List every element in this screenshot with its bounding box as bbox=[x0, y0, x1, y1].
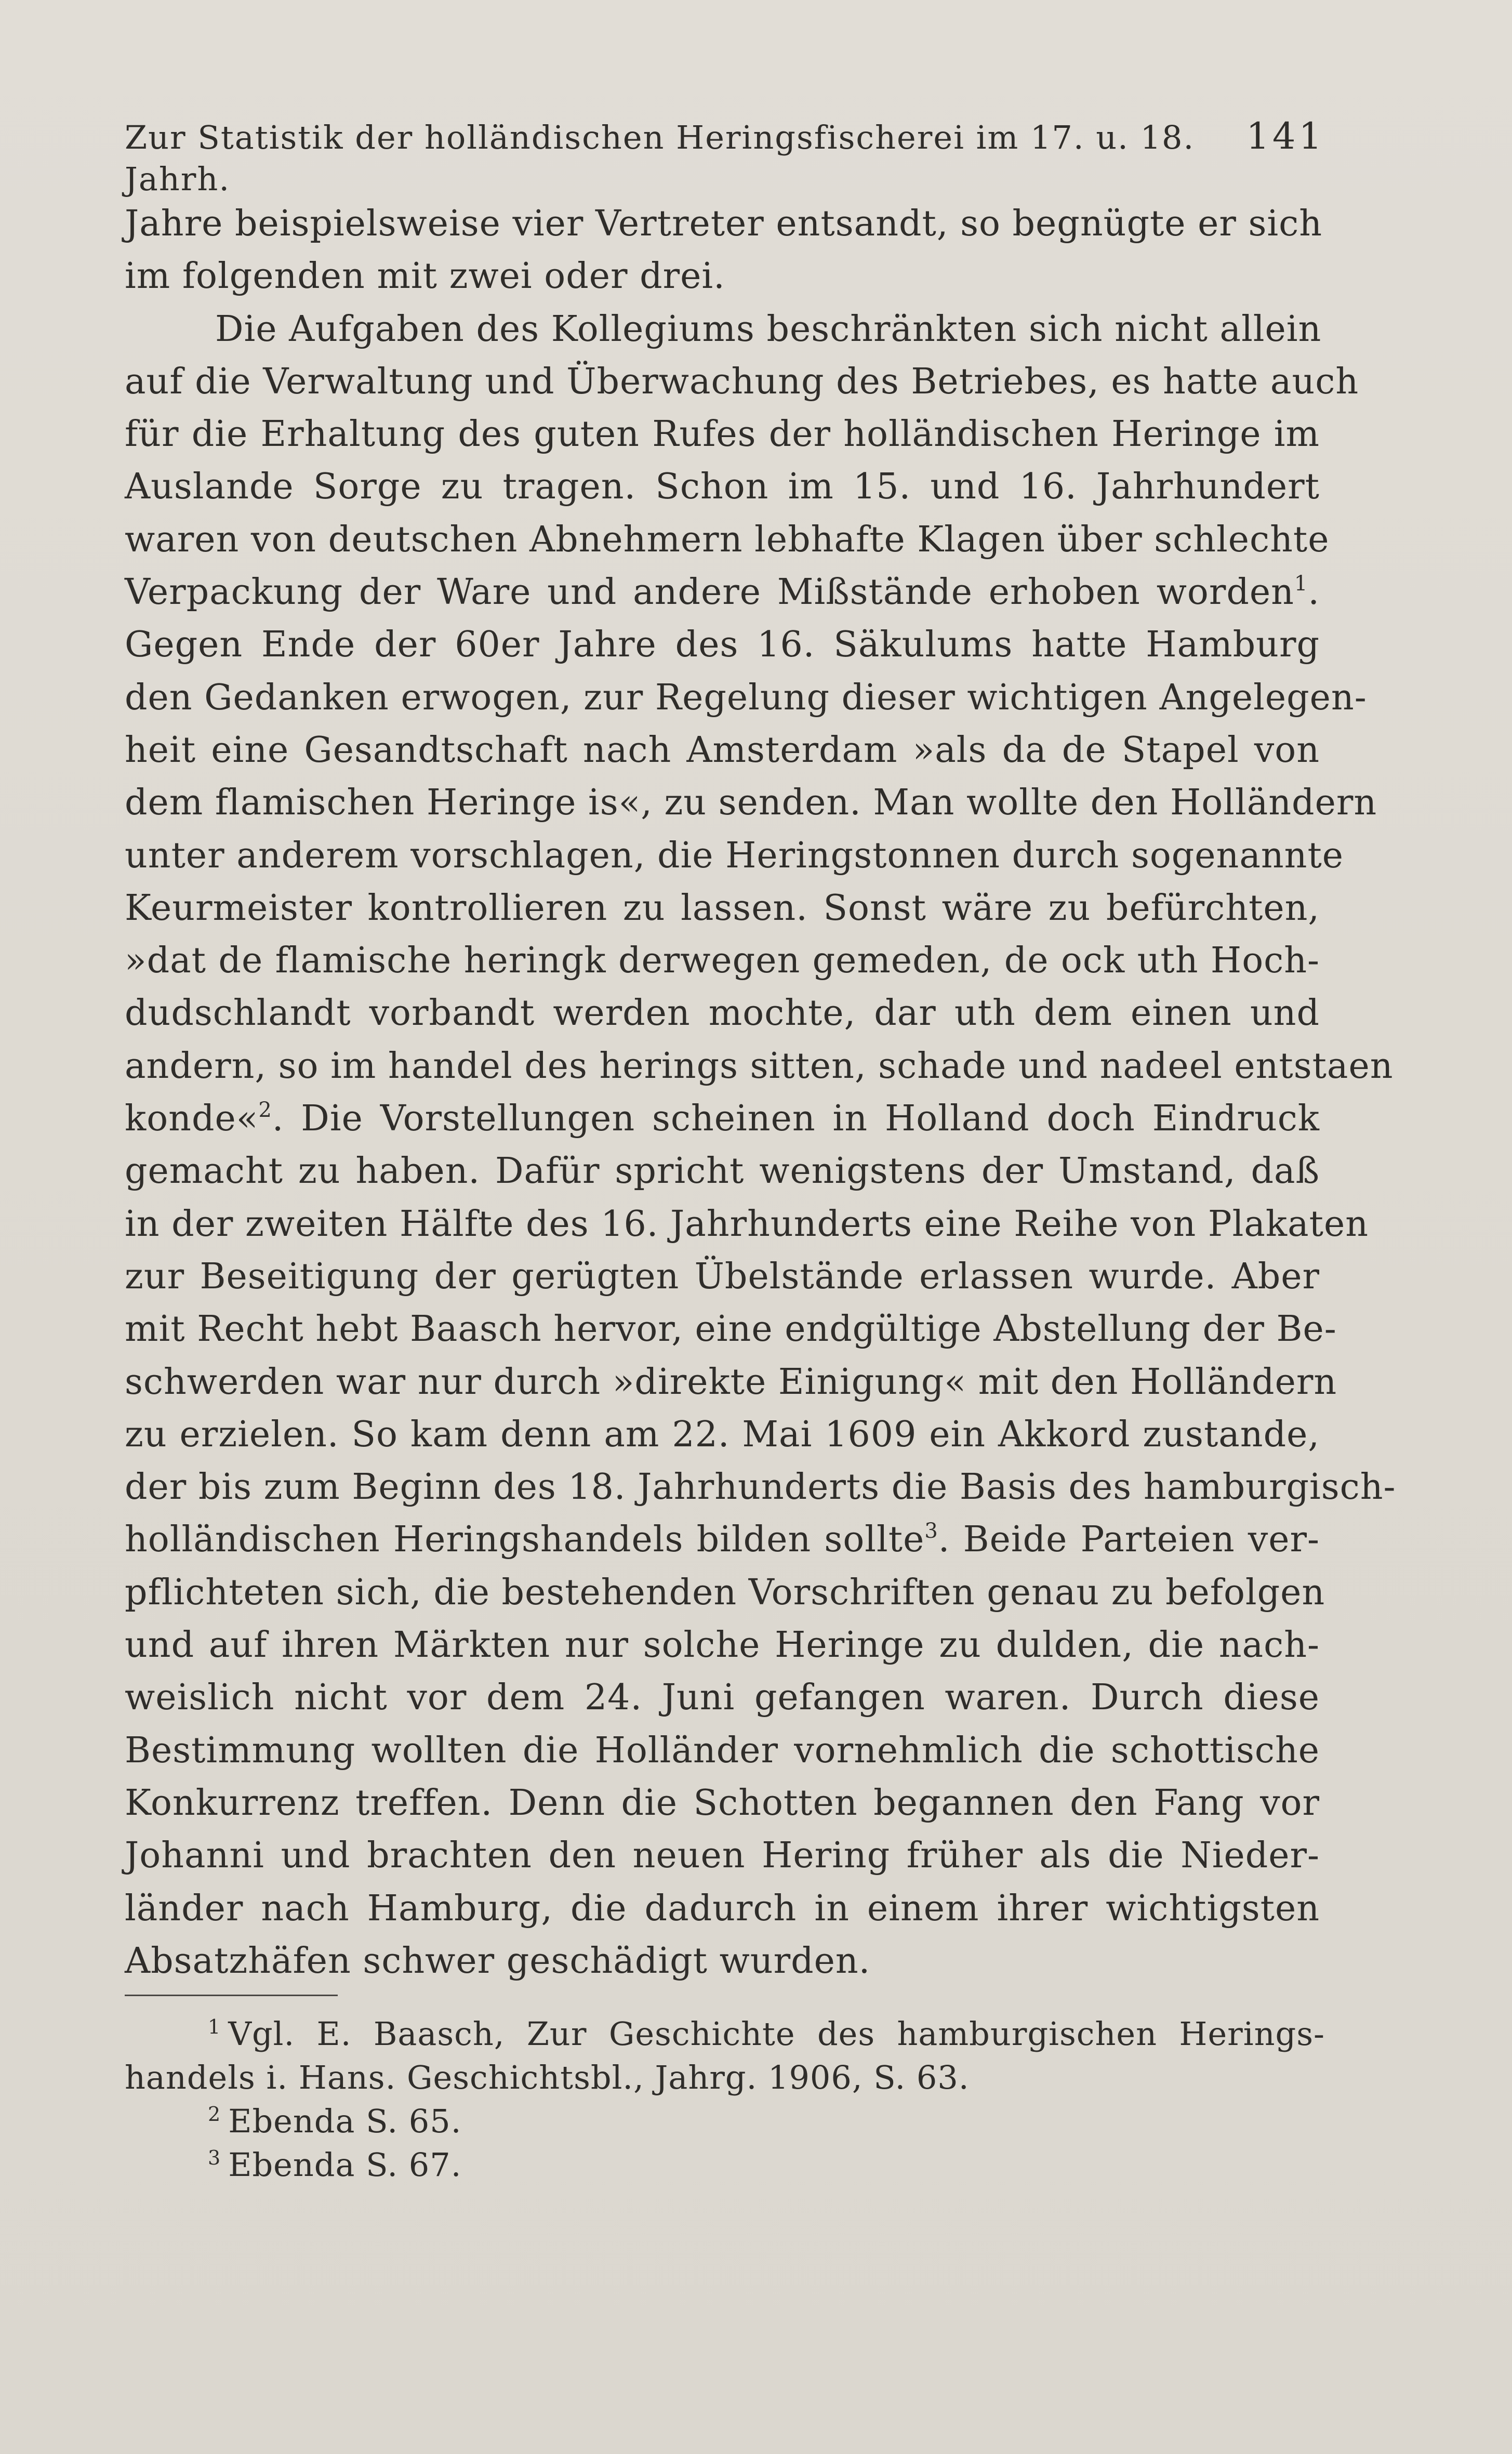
text-line: mit Recht hebt Baasch hervor, eine endgültige Abstellung der Be- bbox=[125, 1309, 1337, 1350]
footnote-1-continued: handels i. Hans. Geschichtsbl., Jahrg. 1906, S. 63. bbox=[125, 2059, 970, 2096]
text-line: andern, so im handel des herings sitten, schade und nadeel entstaen bbox=[125, 1045, 1394, 1087]
text-line: zur Beseitigung der gerügten Übelstände erlassen wurde. Aber bbox=[125, 1256, 1320, 1297]
footnote-2 bbox=[125, 2100, 1325, 2143]
text-line-with-note: konde«$^2$. Die Vorstellungen scheinen in Holland doch Eindruck bbox=[125, 1098, 1320, 1140]
text-line: für die Erhaltung des guten Rufes der holländischen Heringe im bbox=[125, 414, 1320, 455]
text-line: Bestimmung wollten die Holländer vornehmlich die schottische bbox=[125, 1730, 1320, 1771]
text-line: im folgenden mit zwei oder drei. bbox=[125, 256, 725, 297]
text-line: und auf ihren Märkten nur solche Heringe zu dulden, die nach- bbox=[125, 1625, 1320, 1666]
footnote-marker: 3 bbox=[208, 2146, 221, 2169]
text-segment: holländischen Heringshandels bilden sollte bbox=[125, 1519, 925, 1561]
text-line: schwerden war nur durch »direkte Einigung« mit den Holländern bbox=[125, 1361, 1337, 1403]
text-line: Auslande Sorge zu tragen. Schon im 15. und 16. Jahrhundert bbox=[125, 466, 1320, 508]
running-header bbox=[125, 115, 1325, 200]
text-line: der bis zum Beginn des 18. Jahrhunderts die Basis des hamburgisch- bbox=[125, 1467, 1396, 1508]
text-line-with-note: holländischen Heringshandels bilden sollte$^3$. Beide Parteien ver- bbox=[125, 1519, 1320, 1561]
text-line: Die Aufgaben des Kollegiums beschränkten sich nicht allein bbox=[215, 308, 1322, 350]
text-line: »dat de flamische heringk derwegen gemeden, de ock uth Hoch- bbox=[125, 940, 1320, 982]
text-line: dudschlandt vorbandt werden mochte, dar uth dem einen und bbox=[125, 993, 1320, 1034]
footnote-ref-1: 1 bbox=[1294, 572, 1308, 596]
text-line: länder nach Hamburg, die dadurch in einem ihrer wichtigsten bbox=[125, 1888, 1320, 1929]
footnote-text: Ebenda S. 67. bbox=[228, 2146, 462, 2184]
footnote-text: Ebenda S. 65. bbox=[228, 2102, 462, 2140]
text-line: gemacht zu haben. Dafür spricht wenigstens der Umstand, daß bbox=[125, 1151, 1320, 1192]
text-segment: Beide Parteien ver- bbox=[963, 1519, 1320, 1561]
running-title: Zur Statistik der holländischen Heringsfischerei im 17. u. 18. Jahrh. bbox=[125, 118, 1195, 198]
text-segment: Die Vorstellungen scheinen in Holland doch Eindruck bbox=[301, 1098, 1320, 1140]
text-line: dem flamischen Heringe is«, zu senden. Man wollte den Holländern bbox=[125, 782, 1377, 824]
text-line: Konkurrenz treffen. Denn die Schotten begannen den Fang vor bbox=[125, 1782, 1320, 1824]
text-line: Jahre beispielsweise vier Vertreter entsandt, so begnügte er sich bbox=[125, 203, 1323, 244]
text-line: heit eine Gesandtschaft nach Amsterdam »als da de Stapel von bbox=[125, 729, 1320, 771]
text-line: Keurmeister kontrollieren zu lassen. Sonst wäre zu befürchten, bbox=[125, 887, 1320, 929]
footnote-divider bbox=[125, 1995, 338, 1996]
footnote-text: Vgl. E. Baasch, Zur Geschichte des hamburgischen Herings- bbox=[228, 2015, 1325, 2053]
text-line: Gegen Ende der 60er Jahre des 16. Säkulums hatte Hamburg bbox=[125, 624, 1320, 666]
footnotes bbox=[125, 2012, 1325, 2187]
text-line: den Gedanken erwogen, zur Regelung dieser wichtigen Angelegen- bbox=[125, 677, 1367, 718]
footnote-1 bbox=[125, 2012, 1325, 2056]
text-line-with-note: Verpackung der Ware und andere Mißstände erhoben worden$^1$. bbox=[125, 572, 1320, 613]
text-line: weislich nicht vor dem 24. Juni gefangen waren. Durch diese bbox=[125, 1677, 1320, 1719]
footnote-ref-3: 3 bbox=[924, 1519, 938, 1543]
text-segment: konde« bbox=[125, 1098, 259, 1140]
body-text bbox=[125, 197, 1396, 1987]
footnote-marker: 2 bbox=[208, 2103, 221, 2126]
text-line: waren von deutschen Abnehmern lebhafte Klagen über schlechte bbox=[125, 519, 1330, 560]
text-segment: Verpackung der Ware und andere Mißstände erhoben worden bbox=[125, 572, 1294, 613]
text-line: unter anderem vorschlagen, die Heringstonnen durch sogenannte bbox=[125, 835, 1344, 876]
text-line: Johanni und brachten den neuen Hering früher als die Nieder- bbox=[125, 1835, 1320, 1877]
text-line: auf die Verwaltung und Überwachung des Betriebes, es hatte auch bbox=[125, 361, 1359, 402]
footnote-marker: 1 bbox=[208, 2015, 221, 2038]
text-line: in der zweiten Hälfte des 16. Jahrhunderts eine Reihe von Plakaten bbox=[125, 1203, 1369, 1245]
text-line: pflichteten sich, die bestehenden Vorschriften genau zu befolgen bbox=[125, 1572, 1325, 1613]
footnote-3 bbox=[125, 2143, 1325, 2187]
text-line: zu erzielen. So kam denn am 22. Mai 1609 ein Akkord zustande, bbox=[125, 1414, 1320, 1455]
text-line: Absatzhäfen schwer geschädigt wurden. bbox=[125, 1940, 871, 1982]
page-number: 141 bbox=[1246, 115, 1325, 157]
footnote-ref-2: 2 bbox=[258, 1098, 272, 1123]
